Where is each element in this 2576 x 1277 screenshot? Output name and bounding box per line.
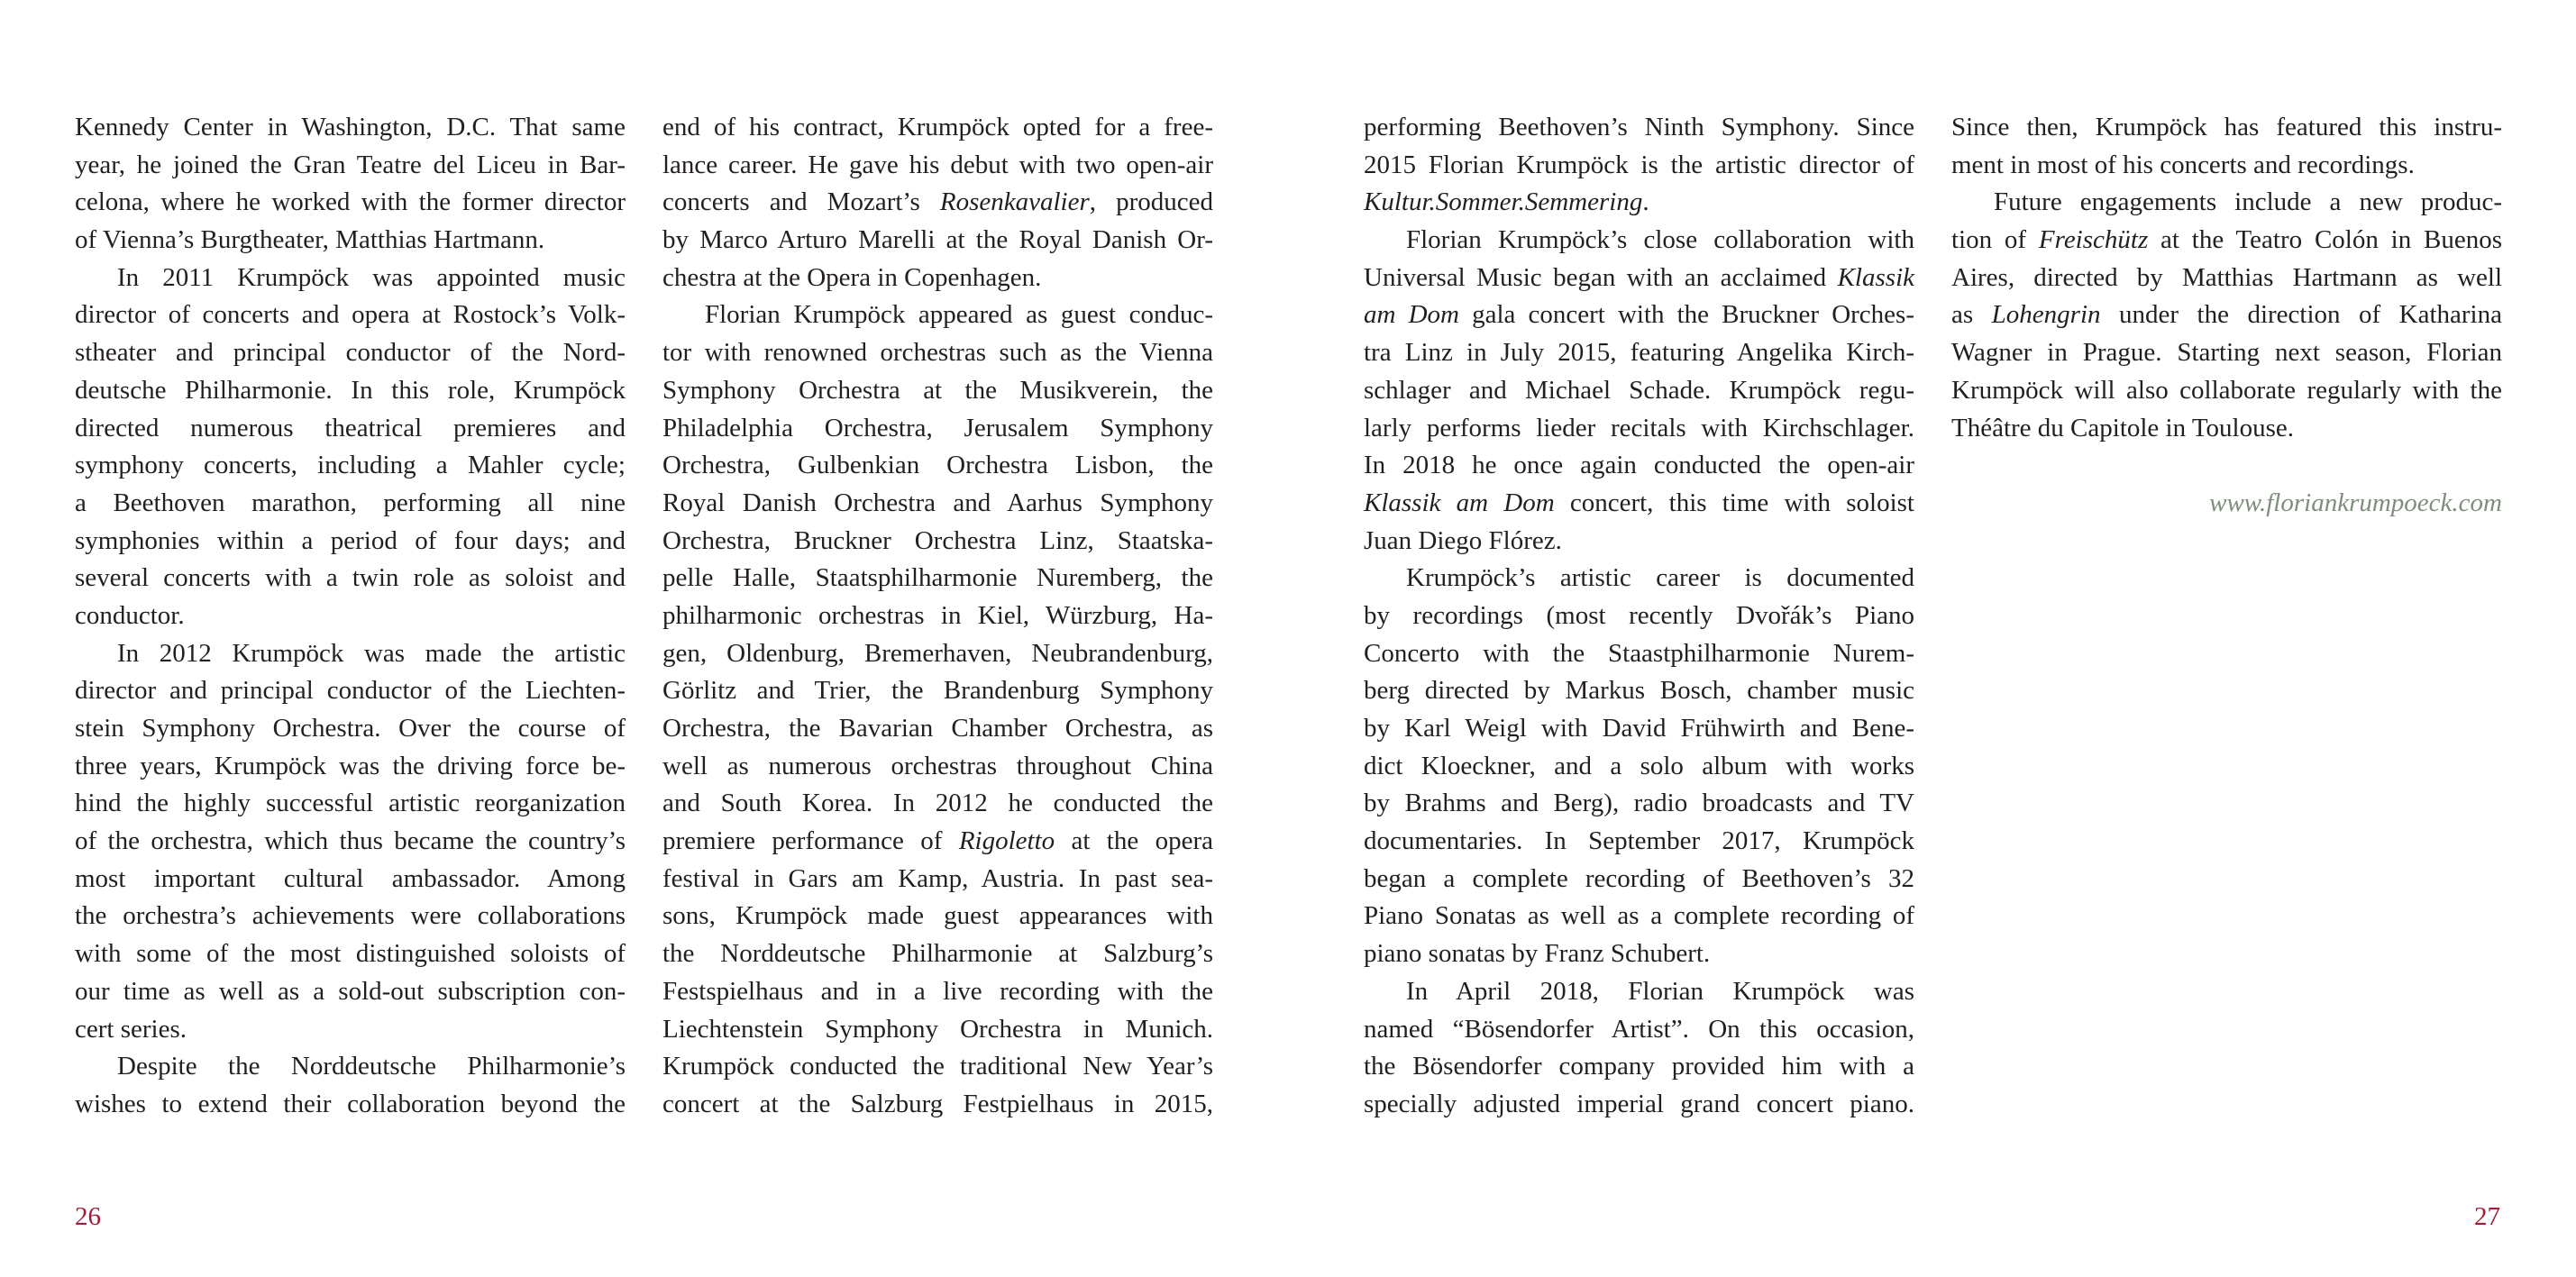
- text-line: Royal Danish Orchestra and Aarhus Symphony: [662, 488, 1213, 517]
- text-line: Wagner in Prague. Starting next season, Florian: [1951, 338, 2502, 368]
- text-line: symphonies within a period of four days; and: [75, 525, 626, 555]
- text-line: Aires, directed by Matthias Hartmann as well: [1951, 262, 2502, 292]
- text-line: by Marco Arturo Marelli at the Royal Danish Or-: [662, 225, 1213, 255]
- text-line: began a complete recording of Beethoven’s 32: [1364, 863, 1914, 893]
- text-line: tra Linz in July 2015, featuring Angelika Kirch-: [1364, 338, 1914, 368]
- text-line: Florian Krumpöck appeared as guest conduc-: [705, 300, 1213, 330]
- italic-title: Klassik am Dom: [1364, 488, 1555, 517]
- text-line: three years, Krumpöck was the driving force be-: [75, 751, 626, 780]
- text-line: Philadelphia Orchestra, Jerusalem Symphony: [662, 413, 1213, 442]
- text-line: wishes to extend their collaboration beyond the: [75, 1089, 626, 1118]
- text-line: several concerts with a twin role as soloist and: [75, 563, 626, 593]
- text-line: Since then, Krumpöck has featured this instru-: [1951, 113, 2502, 141]
- text-line: philharmonic orchestras in Kiel, Würzburg, Ha-: [662, 600, 1213, 630]
- text-line: Orchestra, the Bavarian Chamber Orchestra, as: [662, 714, 1213, 743]
- text-line: Festspielhaus and in a live recording with the: [662, 976, 1213, 1006]
- text-line: documentaries. In September 2017, Krumpöck: [1364, 826, 1914, 856]
- italic-title: Klassik: [1837, 262, 1914, 292]
- text-line: Despite the Norddeutsche Philharmonie’s: [117, 1052, 626, 1081]
- website-link[interactable]: www.floriankrumpoeck.com: [2209, 488, 2502, 517]
- italic-title: Rosenkavalier: [939, 187, 1090, 217]
- text-line: tion of Freischütz at the Teatro Colón in Buenos: [1951, 225, 2503, 255]
- text-line: the Norddeutsche Philharmonie at Salzburg’s: [662, 939, 1213, 969]
- text-line: schlager and Michael Schade. Krumpöck regu-: [1364, 375, 1914, 405]
- text-line: Kennedy Center in Washington, D.C. That same: [75, 113, 626, 141]
- italic-title: Rigoletto: [958, 826, 1055, 856]
- text-line: the orchestra’s achievements were collaborations: [75, 901, 626, 931]
- text-line: premiere performance of Rigoletto at the opera: [662, 826, 1213, 856]
- text-line: of the orchestra, which thus became the country’s: [75, 826, 626, 856]
- text-line: Klassik am Dom concert, this time with soloist: [1364, 488, 1914, 517]
- text-line: Görlitz and Trier, the Brandenburg Symphony: [662, 676, 1213, 706]
- text-line: tor with renowned orchestras such as the Vienna: [662, 338, 1213, 368]
- text-line: dict Kloeckner, and a solo album with works: [1364, 751, 1914, 780]
- text-line: Kultur.Sommer.Semmering.: [1364, 187, 1649, 217]
- text-line: Universal Music began with an acclaimed Klassik: [1364, 262, 1914, 292]
- text-line: chestra at the Opera in Copenhagen.: [662, 262, 1042, 292]
- text-line: piano sonatas by Franz Schubert.: [1364, 939, 1711, 969]
- text-line: a Beethoven marathon, performing all nine: [75, 488, 626, 517]
- page-number-right: 27: [2474, 1202, 2500, 1231]
- text-line: am Dom gala concert with the Bruckner Orches-: [1364, 300, 1914, 330]
- italic-title: Lohengrin: [1991, 300, 2101, 330]
- text-line: Concerto with the Staastphilharmonie Nurem-: [1364, 638, 1914, 668]
- text-line: celona, where he worked with the former director: [75, 187, 626, 217]
- text-line: with some of the most distinguished soloists of: [75, 939, 626, 969]
- text-line: performing Beethoven’s Ninth Symphony. Since: [1364, 113, 1914, 141]
- text-line: berg directed by Markus Bosch, chamber music: [1364, 676, 1914, 706]
- text-line: director of concerts and opera at Rostock’s Volk-: [75, 300, 626, 330]
- column-2: [662, 109, 1213, 1124]
- text-line: stein Symphony Orchestra. Over the course of: [75, 714, 626, 743]
- text-line: conductor.: [75, 600, 185, 630]
- italic-title: Freischütz: [2038, 225, 2149, 255]
- text-line: by Karl Weigl with David Frühwirth and Bene-: [1364, 714, 1914, 743]
- text-line: and South Korea. In 2012 he conducted the: [662, 789, 1213, 818]
- text-line: stheater and principal conductor of the Nord-: [75, 338, 626, 368]
- text-line: In April 2018, Florian Krumpöck was: [1406, 976, 1914, 1006]
- text-line: lance career. He gave his debut with two open-air: [662, 150, 1213, 179]
- text-line: concert at the Salzburg Festpielhaus in 2015,: [662, 1089, 1213, 1118]
- column-3: [1364, 109, 1914, 1124]
- text-line: Orchestra, Bruckner Orchestra Linz, Staatska-: [662, 525, 1213, 555]
- text-line: cert series.: [75, 1014, 187, 1044]
- column-1: [75, 109, 626, 1124]
- text-line: deutsche Philharmonie. In this role, Krumpöck: [75, 375, 626, 405]
- text-line: Piano Sonatas as well as a complete recording of: [1364, 901, 1914, 931]
- text-line: end of his contract, Krumpöck opted for a free-: [662, 113, 1213, 141]
- column-4: [1951, 109, 2502, 523]
- text-line: Florian Krumpöck’s close collaboration with: [1406, 225, 1914, 255]
- text-line: of Vienna’s Burgtheater, Matthias Hartmann.: [75, 225, 545, 255]
- text-line: In 2011 Krumpöck was appointed music: [117, 262, 626, 292]
- text-line: pelle Halle, Staatsphilharmonie Nuremberg, the: [662, 563, 1213, 593]
- text-line: specially adjusted imperial grand concert piano.: [1364, 1089, 1914, 1118]
- text-line: larly performs lieder recitals with Kirchschlager.: [1364, 413, 1914, 442]
- text-line: hind the highly successful artistic reorganization: [75, 789, 626, 818]
- text-line: Krumpöck conducted the traditional New Year’s: [662, 1052, 1213, 1081]
- text-line: symphony concerts, including a Mahler cycle;: [75, 451, 626, 480]
- text-line: Juan Diego Flórez.: [1364, 525, 1562, 555]
- text-line: Théâtre du Capitole in Toulouse.: [1951, 413, 2294, 442]
- italic-title: Kultur.Sommer.Semmering: [1364, 187, 1643, 217]
- text-line: gen, Oldenburg, Bremerhaven, Neubrandenburg,: [662, 638, 1213, 668]
- page-number-left: 26: [75, 1202, 101, 1231]
- text-line: by Brahms and Berg), radio broadcasts and TV: [1364, 789, 1914, 818]
- text-line: directed numerous theatrical premieres and: [75, 413, 626, 442]
- text-line: Orchestra, Gulbenkian Orchestra Lisbon, the: [662, 451, 1213, 480]
- text-line: concerts and Mozart’s Rosenkavalier, produced: [662, 187, 1213, 217]
- italic-title: am Dom: [1364, 300, 1459, 330]
- text-line: well as numerous orchestras throughout China: [662, 751, 1213, 780]
- text-line: festival in Gars am Kamp, Austria. In past sea-: [662, 863, 1213, 893]
- text-line: as Lohengrin under the direction of Katharina: [1951, 300, 2502, 330]
- text-line: year, he joined the Gran Teatre del Liceu in Bar-: [75, 150, 626, 179]
- text-line: Symphony Orchestra at the Musikverein, the: [662, 375, 1213, 405]
- text-line: the Bösendorfer company provided him with a: [1364, 1052, 1914, 1081]
- text-line: Krumpöck’s artistic career is documented: [1406, 563, 1914, 593]
- text-line: 2015 Florian Krumpöck is the artistic director of: [1364, 150, 1914, 179]
- text-line: In 2018 he once again conducted the open-air: [1364, 451, 1914, 480]
- right-page: [1288, 0, 2576, 1277]
- text-line: ment in most of his concerts and recordings.: [1951, 150, 2415, 179]
- text-line: In 2012 Krumpöck was made the artistic: [117, 638, 626, 668]
- text-line: named “Bösendorfer Artist”. On this occasion,: [1364, 1014, 1914, 1044]
- text-line: our time as well as a sold-out subscription con-: [75, 976, 626, 1006]
- text-line: most important cultural ambassador. Among: [75, 863, 626, 893]
- text-line: Liechtenstein Symphony Orchestra in Munich.: [662, 1014, 1213, 1044]
- text-line: sons, Krumpöck made guest appearances with: [662, 901, 1213, 931]
- text-line: Krumpöck will also collaborate regularly with the: [1951, 375, 2502, 405]
- text-line: by recordings (most recently Dvořák’s Piano: [1364, 600, 1914, 630]
- text-line: Future engagements include a new produc-: [1994, 187, 2502, 217]
- text-line: director and principal conductor of the Liechten-: [75, 676, 626, 706]
